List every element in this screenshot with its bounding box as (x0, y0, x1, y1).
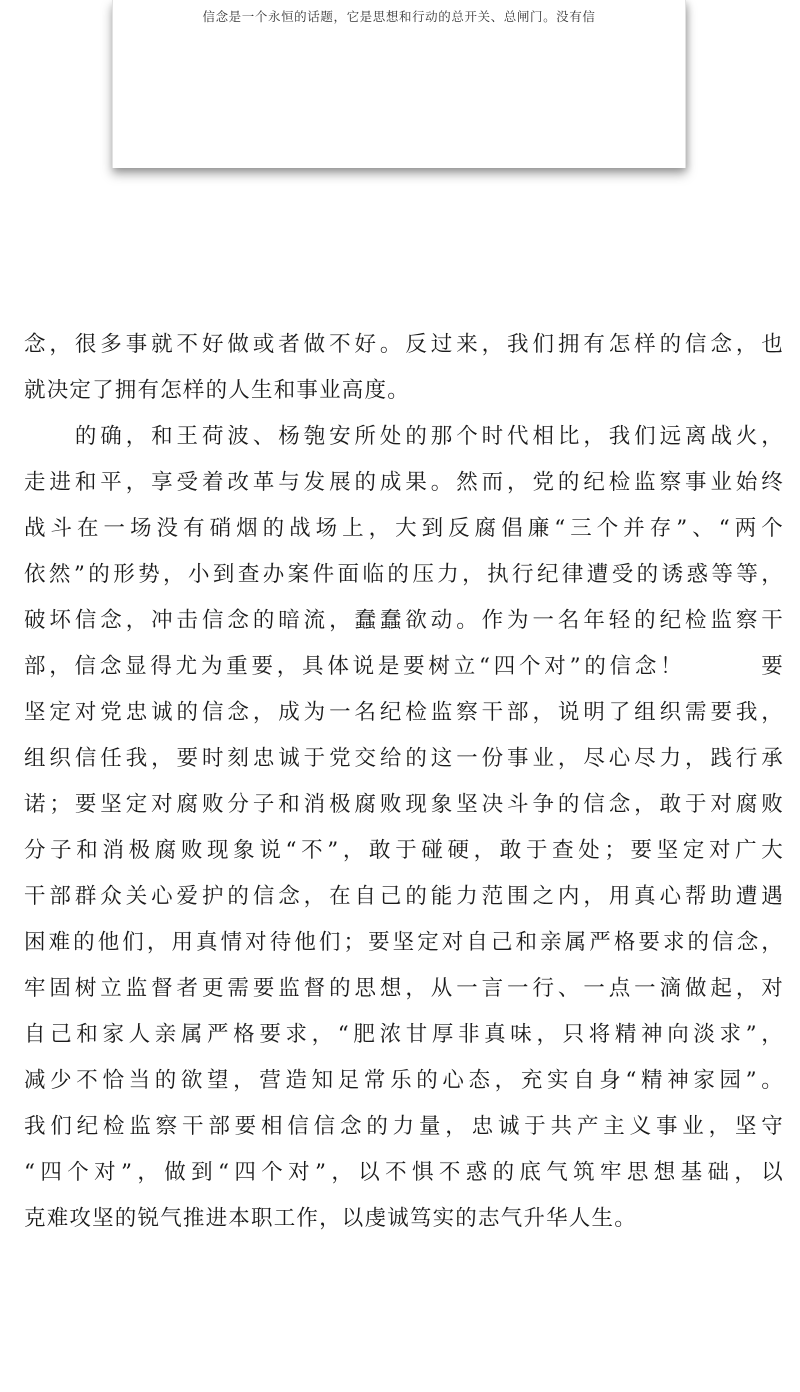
preview-card (112, 0, 686, 168)
article-line: “四个对”，做到“四个对”，以不惧不惑的底气筑牢思想基础，以 (24, 1160, 784, 1185)
article-line: 自己和家人亲属严格要求，“肥浓甘厚非真味，只将精神向淡求”， (24, 1022, 784, 1047)
article-line: 走进和平，享受着改革与发展的成果。然而，党的纪检监察事业始终 (24, 470, 784, 495)
preview-text: 信念是一个永恒的话题，它是思想和行动的总开关、总闸门。没有信 (202, 9, 596, 24)
article-line: 我们纪检监察干部要相信信念的力量，忠诚于共产主义事业，坚守 (24, 1114, 784, 1139)
article-line: 困难的他们，用真情对待他们；要坚定对自己和亲属严格要求的信念， (24, 930, 784, 955)
article-line: 的确，和王荷波、杨匏安所处的那个时代相比，我们远离战火， (24, 424, 784, 449)
article-line: 克难攻坚的锐气推进本职工作，以虔诚笃实的志气升华人生。 (24, 1206, 637, 1231)
article-line: 干部群众关心爱护的信念，在自己的能力范围之内，用真心帮助遭遇 (24, 884, 784, 909)
article-line: 依然”的形势，小到查办案件面临的压力，执行纪律遭受的诱惑等等， (24, 562, 784, 587)
article-line: 诺；要坚定对腐败分子和消极腐败现象坚决斗争的信念，敢于对腐败 (24, 792, 784, 817)
article-line: 部，信念显得尤为重要，具体说是要树立“四个对”的信念！ 要 (24, 654, 784, 679)
article-line: 坚定对党忠诚的信念，成为一名纪检监察干部，说明了组织需要我， (24, 700, 784, 725)
article-line: 牢固树立监督者更需要监督的思想，从一言一行、一点一滴做起，对 (24, 976, 784, 1001)
article-line: 分子和消极腐败现象说“不”，敢于碰硬，敢于查处；要坚定对广大 (24, 838, 784, 863)
article-line: 减少不恰当的欲望，营造知足常乐的心态，充实自身“精神家园”。 (24, 1068, 784, 1093)
article-line: 就决定了拥有怎样的人生和事业高度。 (24, 378, 410, 403)
article-line: 破坏信念，冲击信念的暗流，蠢蠢欲动。作为一名年轻的纪检监察干 (24, 608, 784, 633)
article-line: 组织信任我，要时刻忠诚于党交给的这一份事业，尽心尽力，践行承 (24, 746, 784, 771)
article-line: 战斗在一场没有硝烟的战场上，大到反腐倡廉“三个并存”、“两个 (24, 516, 784, 541)
article-line: 念，很多事就不好做或者做不好。反过来，我们拥有怎样的信念，也 (24, 332, 784, 357)
article-body (24, 322, 784, 1242)
